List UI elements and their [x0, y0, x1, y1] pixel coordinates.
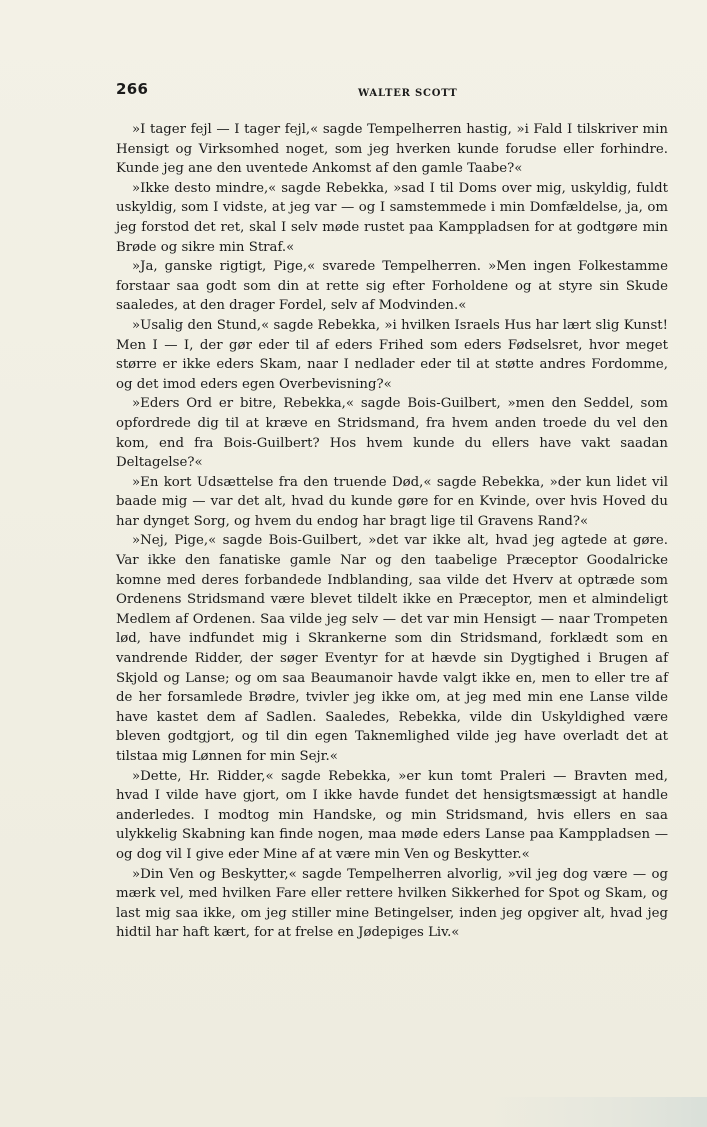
paragraph: »Usalig den Stund,« sagde Rebekka, »i hvilken Israels Hus har lært slig Kunst! Men I — I, der gør eder til af eders Frihed som eders Fødselsret, hvor meget større er ikke eders Skam, naar I nedlader eder til at støtte andres Fordomme, og det imod eders egen Overbevisning?«: [116, 317, 668, 392]
paragraph: »Dette, Hr. Ridder,« sagde Rebekka, »er kun tomt Praleri — Bravten med, hvad I vilde have gjort, om I ikke havde fundet det hensigtsmæssigt at handle anderledes. I modtog min Handske, og min Stridsmand, hvis ellers en saa ulykkelig Skabning kan finde nogen, maa møde eders Lanse paa Kamppladsen — og dog vil I give eder Mine af at være min Ven og Beskytter.«: [116, 768, 668, 862]
running-head: WALTER SCOTT: [358, 88, 458, 99]
page-header: [116, 80, 676, 102]
page-number: 266: [116, 80, 149, 98]
paragraph: »Ja, ganske rigtigt, Pige,« svarede Tempelherren. »Men ingen Folkestamme forstaar saa godt som din at rette sig efter Forholdene og at styre sin Skude saaledes, at den drager Fordel, selv af Modvinden.«: [116, 259, 668, 314]
paragraph: »Nej, Pige,« sagde Bois-Guilbert, »det var ikke alt, hvad jeg agtede at gøre. Var ikke den fanatiske gamle Nar og den taabelige Præceptor Goodalricke komne med deres forbandede Indblanding, saa vilde det Hverv at optræde som Ordenens Stridsmand være blevet tildelt ikke en Præceptor, men et almindeligt Medlem af Ordenen. Saa vilde jeg selv — det var min Hensigt — naar Trompeten lød, have indfundet mig i Skrankerne som din Stridsmand, forklædt som en vandrende Ridder, der søger Eventyr for at hævde sin Dygtighed i Brugen af Skjold og Lanse; og om saa Beaumanoir havde valgt ikke en, men to eller tre af de her forsamlede Brødre, tvivler jeg ikke om, at jeg med min ene Lanse vilde have kastet dem af Sadlen. Saaledes, Rebekka, vilde din Uskyldighed være bleven godtgjort, og til din egen Taknemlighed vilde jeg have overladt det at tilstaa mig Lønnen for min Sejr.«: [116, 533, 668, 764]
paragraph: »I tager fejl — I tager fejl,« sagde Tempelherren hastig, »i Fald I tilskriver min Hensigt og Virksomhed noget, som jeg hverken kunde forudse eller forhindre. Kunde jeg ane den uventede Ankomst af den gamle Taabe?«: [116, 122, 668, 177]
page-corner-shadow: [487, 1097, 707, 1127]
paragraph: »Din Ven og Beskytter,« sagde Tempelherren alvorlig, »vil jeg dog være — og mærk vel, med hvilken Fare eller rettere hvilken Sikkerhed for Spot og Skam, og last mig saa ikke, om jeg stiller mine Betingelser, inden jeg opgiver alt, hvad jeg hidtil har haft kært, for at frelse en Jødepiges Liv.«: [116, 866, 668, 941]
paragraph: »En kort Udsættelse fra den truende Død,« sagde Rebekka, »der kun lidet vil baade mig — var det alt, hvad du kunde gøre for en Kvinde, over hvis Hoved du har dynget Sorg, og hvem du endog har bragt lige til Gravens Rand?«: [116, 474, 668, 529]
paragraph: »Eders Ord er bitre, Rebekka,« sagde Bois-Guilbert, »men den Seddel, som opfordrede dig til at kræve en Stridsmand, fra hvem anden troede du vel den kom, end fra Bois-Guilbert? Hos hvem kunde du ellers have vakt saadan Deltagelse?«: [116, 396, 668, 471]
body-text: [116, 120, 668, 943]
paragraph: »Ikke desto mindre,« sagde Rebekka, »sad I til Doms over mig, uskyldig, fuldt uskyldig, som I vidste, at jeg var — og I samstemmede i min Domfældelse, ja, om jeg forstod det ret, skal I selv møde rustet paa Kamppladsen for at godtgøre min Brøde og sikre min Straf.«: [116, 180, 668, 255]
